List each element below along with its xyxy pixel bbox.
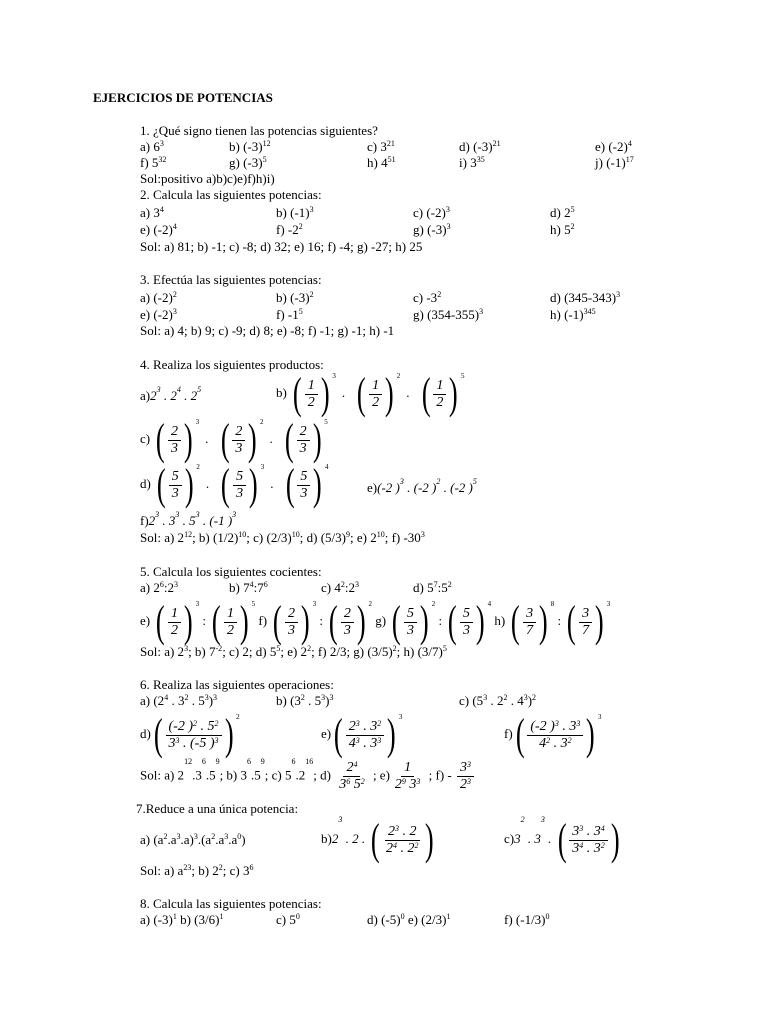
e3-item: b) $(-3)^2$ [276,290,314,305]
e5-item: c) $4^2:2^3$ [321,580,359,595]
e2-item: b) $(-1)^3$ [276,205,314,220]
exercise-8-question: 8. Calcula las siguientes potencias: [140,896,322,911]
e2-item: g) $(-3)^3$ [413,222,451,237]
e1-item: a) $6^3$ [140,139,164,154]
e4-item-a: $a)2^3$ . $2^4$ . $2^5$ [140,385,202,403]
e2-item: f) $-2^2$ [276,222,303,237]
e2-item: e) $(-2)^4$ [140,222,177,237]
e3-item: a) $(-2)^2$ [140,290,177,305]
e3-item: d) $(345-343)^3$ [550,290,621,305]
e8-item: f) $(-1/3)^0$ [504,912,550,927]
e5-item: a) $2^6:2^3$ [140,580,178,595]
e2-solution: Sol: a) 81; b) -1; c) -8; d) 32; e) 16; f) -4; g) -27; h) 25 [140,239,423,254]
e2-item: a) $3^4$ [140,205,164,220]
exercise-2-question: 2. Calcula las siguientes potencias: [140,187,322,202]
e3-item: h) $(-1)^{345}$ [550,307,596,322]
exercise-5-question: 5. Calcula los siguientes cocientes: [140,564,322,579]
e7-item-c: $c)3^2$ . $3^3$ . ( $\frac{3^3 . 3^4}{3^4 . 3^2}$ ) [504,815,620,864]
exercise-1-question: 1. ¿Qué signo tienen las potencias siguientes? [140,123,378,138]
e1-item: h) $4^{51}$ [367,155,396,170]
e4-item-e: e)(-2 )$^3$ . (-2 )$^2$ . (-2 )$^5$ [367,477,477,495]
e6-item-e: e) ( $\frac{2^3 . 3^2}{4^3 . 3^3}$ ) 3 [321,710,403,759]
e4-solution: Sol: a) $2^{12}$; b) $(1/2)^{10}$; c) $(2/3)^{10}$; d) $(5/3)^9$; e) $2^{10}$; f) $-30^3$ [140,530,425,545]
e1-item: i) $3^{35}$ [459,155,485,170]
e3-item: c) $-3^2$ [413,290,442,305]
exercise-4-question: 4. Realiza los siguientes productos: [140,357,324,372]
e1-item: e) $(-2)^4$ [595,139,632,154]
e2-item: h) $5^2$ [550,222,575,237]
e8-item: a) $(-3)^1$ b) $(3/6)^1$ [140,912,224,927]
e1-solution: Sol:positivo a)b)c)e)f)h)i) [140,171,275,186]
e4-item-c: c) ( $\frac{2}{3}$ ) 3 . ( $\frac{2}{3}$ ) 2 . ( $\frac{2}{3}$ ) 5 [140,415,328,464]
e3-item: f) $-1^5$ [276,307,303,322]
e7-item-b: $b)2^3$ . 2 . ( $\frac{2^3 . 2}{2^4 . 2^2}$ ) [321,815,434,864]
e7-solution: Sol: a) $a^{23}$; b) $2^2$; c) $3^6$ [140,863,254,878]
e2-item: d) $2^5$ [550,205,575,220]
e6-item-d: d) ( $\frac{(-2 )^2 . 5^2}{3^3 . (-5 )^3}$ ) 2 [140,710,240,759]
e1-item: b) $(-3)^{12}$ [229,139,271,154]
e6-item: a) ($2^4$ . $3^2$ . $5^3)^3$ [140,693,218,708]
e1-item: c) $3^{21}$ [367,139,395,154]
exercise-3-question: 3. Efectúa las siguientes potencias: [140,272,322,287]
page-title: EJERCICIOS DE POTENCIAS [93,90,273,105]
e1-item: j) $(-1)^{17}$ [595,155,634,170]
e3-solution: Sol: a) 4; b) 9; c) -9; d) 8; e) -8; f) -1; g) -1; h) -1 [140,323,395,338]
e5-fractions: e) ( $\frac{1}{2}$ ) 3 : ( $\frac{1}{2}$ ) 5 f) ( $\frac{2}{3}$ ) 3 : ( $\frac{2}{3}$ ) 2 g) ( $\frac{5}{3}$ ) 2 : ( $\frac{5}{3}$ ) 4 h) ( $\frac{3}{7}$ ) 8 : ( $\frac{3}{7}$ ) 3 [140,597,611,646]
e5-item: d) $5^7:5^2$ [413,580,452,595]
e1-item: f) $5^{32}$ [140,155,167,170]
e6-item: c) ($5^3$ . $2^2$ . $4^3)^2$ [459,693,537,708]
e6-item-f: f) ( $\frac{(-2 )^3 . 3^3}{4^2 . 3^2}$ ) 3 [504,710,602,759]
e1-item: g) $(-3)^5$ [229,155,267,170]
e3-item: e) $(-2)^3$ [140,307,177,322]
e6-item: b) ($3^2$ . $5^3)^3$ [276,693,334,708]
e5-solution: Sol: a) $2^3$; b) $7^{-2}$; c) 2; d) $5^5$; e) $2^2$; f) 2/3; g) $(3/5)^2$; h) $(3/7)^5$ [140,644,447,659]
e4-item-f: $f)2^3$ . $3^3$ . $5^3$ . (-1 )$^3$ [140,510,237,528]
e6-solution: Sol: a) $2^{12}.3^6.5^9$; b) $3^6.5^9$; c) $5^6.2^{16}$; d) $\frac{2^4}{3^6 5^2}$ ; e) $\frac{1}{2^9 3^3}$ ; f) - $\frac{3^3}{2^3}$ [140,760,476,793]
e3-item: g) $(354-355)^3$ [413,307,484,322]
exercise-6-question: 6. Realiza las siguientes operaciones: [140,677,334,692]
e1-item: d) $(-3)^{21}$ [459,139,501,154]
exercise-7-question: 7.Reduce a una única potencia: [136,801,299,816]
e5-item: b) $7^4:7^6$ [229,580,268,595]
e2-item: c) $(-2)^3$ [413,205,450,220]
e8-item: d) $(-5)^0$ e) $(2/3)^1$ [367,912,451,927]
e4-item-b: b) ( $\frac{1}{2}$ ) 3 . ( $\frac{1}{2}$ ) 2 . ( $\frac{1}{2}$ ) 5 [276,369,465,418]
e7-item-a: a) $(a^2.a^3.a)^3.(a^2.a^3.a^0)$ [140,832,246,847]
e4-item-d: d) ( $\frac{5}{3}$ ) 2 . ( $\frac{5}{3}$ ) 3 . ( $\frac{5}{3}$ ) 4 [140,460,329,509]
e8-item: c) $5^0$ [276,912,300,927]
